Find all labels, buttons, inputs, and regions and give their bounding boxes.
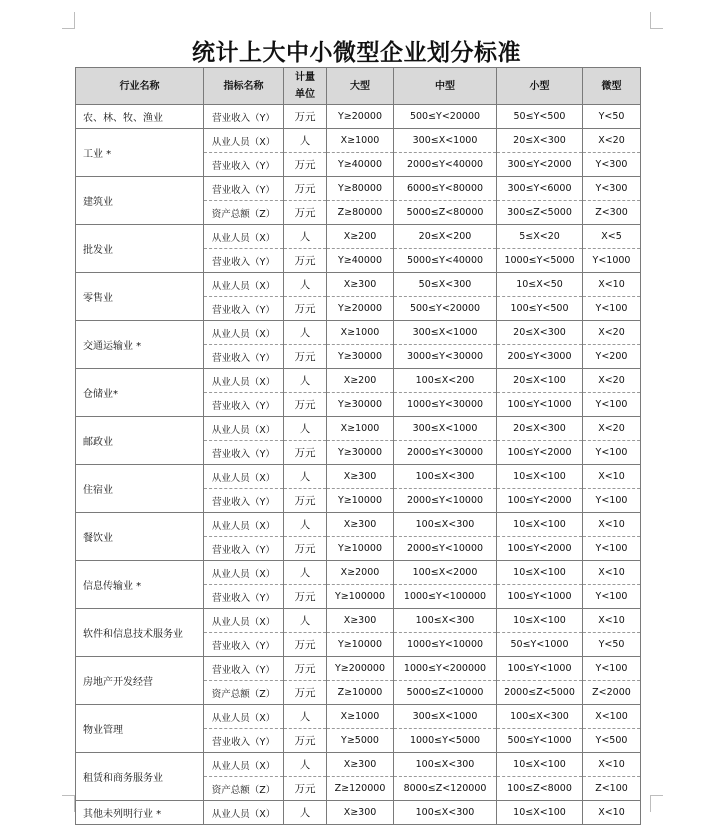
small-cell: 100≤Y<1000 (497, 657, 583, 681)
unit-cell: 万元 (284, 585, 327, 609)
large-cell: Y≥40000 (327, 249, 394, 273)
small-cell: 100≤Y<2000 (497, 537, 583, 561)
medium-cell: 1000≤Y<200000 (394, 657, 497, 681)
unit-cell: 万元 (284, 153, 327, 177)
small-cell: 10≤X<100 (497, 465, 583, 489)
indicator-cell: 营业收入（Y） (204, 633, 284, 657)
unit-cell: 人 (284, 417, 327, 441)
large-cell: Y≥200000 (327, 657, 394, 681)
table-body (76, 105, 641, 825)
medium-cell: 1000≤Y<100000 (394, 585, 497, 609)
indicator-cell: 从业人员（X） (204, 705, 284, 729)
large-cell: X≥2000 (327, 561, 394, 585)
small-cell: 20≤X<300 (497, 129, 583, 153)
large-cell: X≥1000 (327, 705, 394, 729)
unit-cell: 人 (284, 561, 327, 585)
large-cell: Y≥10000 (327, 489, 394, 513)
table-row (76, 657, 641, 681)
large-cell: Y≥10000 (327, 633, 394, 657)
table-row (76, 273, 641, 297)
micro-cell: Z<100 (583, 777, 641, 801)
medium-cell: 300≤X<1000 (394, 321, 497, 345)
medium-cell: 5000≤Z<80000 (394, 201, 497, 225)
micro-cell: Y<50 (583, 633, 641, 657)
micro-cell: X<10 (583, 753, 641, 777)
indicator-cell: 从业人员（X） (204, 513, 284, 537)
small-cell: 500≤Y<1000 (497, 729, 583, 753)
medium-cell: 50≤X<300 (394, 273, 497, 297)
unit-cell: 万元 (284, 777, 327, 801)
industry-name-cell: 邮政业 (76, 417, 204, 465)
small-cell: 20≤X<100 (497, 369, 583, 393)
medium-cell: 300≤X<1000 (394, 417, 497, 441)
industry-name-cell: 房地产开发经营 (76, 657, 204, 705)
table-row (76, 753, 641, 777)
header-micro: 微型 (583, 68, 641, 105)
indicator-cell: 从业人员（X） (204, 417, 284, 441)
micro-cell: Y<100 (583, 657, 641, 681)
unit-cell: 人 (284, 753, 327, 777)
header-large: 大型 (327, 68, 394, 105)
small-cell: 300≤Y<2000 (497, 153, 583, 177)
unit-cell: 万元 (284, 537, 327, 561)
medium-cell: 2000≤Y<10000 (394, 537, 497, 561)
medium-cell: 500≤Y<20000 (394, 105, 497, 129)
small-cell: 200≤Y<3000 (497, 345, 583, 369)
medium-cell: 3000≤Y<30000 (394, 345, 497, 369)
table-row (76, 417, 641, 441)
document-title: 统计上大中小微型企业划分标准 (192, 40, 521, 66)
industry-name-cell: 物业管理 (76, 705, 204, 753)
large-cell: Z≥80000 (327, 201, 394, 225)
indicator-cell: 从业人员（X） (204, 561, 284, 585)
unit-cell: 人 (284, 321, 327, 345)
large-cell: X≥1000 (327, 321, 394, 345)
indicator-cell: 从业人员（X） (204, 225, 284, 249)
micro-cell: X<5 (583, 225, 641, 249)
indicator-cell: 营业收入（Y） (204, 537, 284, 561)
small-cell: 300≤Y<6000 (497, 177, 583, 201)
indicator-cell: 资产总额（Z） (204, 681, 284, 705)
table-row (76, 105, 641, 129)
micro-cell: X<20 (583, 369, 641, 393)
large-cell: Z≥120000 (327, 777, 394, 801)
unit-cell: 人 (284, 705, 327, 729)
unit-cell: 人 (284, 225, 327, 249)
table-row (76, 705, 641, 729)
unit-cell: 人 (284, 273, 327, 297)
indicator-cell: 营业收入（Y） (204, 585, 284, 609)
indicator-cell: 从业人员（X） (204, 609, 284, 633)
small-cell: 10≤X<100 (497, 753, 583, 777)
table-row (76, 225, 641, 249)
micro-cell: Y<100 (583, 489, 641, 513)
industry-name-cell: 农、林、牧、渔业 (76, 105, 204, 129)
micro-cell: Y<300 (583, 177, 641, 201)
indicator-cell: 从业人员（X） (204, 369, 284, 393)
large-cell: Y≥80000 (327, 177, 394, 201)
medium-cell: 2000≤Y<30000 (394, 441, 497, 465)
large-cell: X≥300 (327, 801, 394, 825)
enterprise-size-table (75, 67, 641, 825)
small-cell: 100≤Y<2000 (497, 441, 583, 465)
medium-cell: 5000≤Y<40000 (394, 249, 497, 273)
micro-cell: X<10 (583, 561, 641, 585)
industry-name-cell: 建筑业 (76, 177, 204, 225)
small-cell: 100≤Y<1000 (497, 393, 583, 417)
medium-cell: 100≤X<2000 (394, 561, 497, 585)
large-cell: Z≥10000 (327, 681, 394, 705)
industry-name-cell: 交通运输业 * (76, 321, 204, 369)
page-corner-mark (650, 12, 663, 29)
medium-cell: 100≤X<300 (394, 609, 497, 633)
small-cell: 100≤Y<500 (497, 297, 583, 321)
table-row (76, 369, 641, 393)
table-row (76, 321, 641, 345)
micro-cell: X<20 (583, 417, 641, 441)
unit-cell: 万元 (284, 633, 327, 657)
header-unit-line2: 单位 (295, 89, 315, 100)
unit-cell: 万元 (284, 177, 327, 201)
indicator-cell: 从业人员（X） (204, 465, 284, 489)
large-cell: Y≥20000 (327, 105, 394, 129)
small-cell: 100≤X<300 (497, 705, 583, 729)
micro-cell: X<10 (583, 801, 641, 825)
medium-cell: 20≤X<200 (394, 225, 497, 249)
indicator-cell: 营业收入（Y） (204, 729, 284, 753)
header-unit-line1: 计量 (295, 72, 315, 83)
large-cell: X≥200 (327, 225, 394, 249)
medium-cell: 100≤X<200 (394, 369, 497, 393)
large-cell: Y≥30000 (327, 345, 394, 369)
unit-cell: 人 (284, 129, 327, 153)
unit-cell: 万元 (284, 729, 327, 753)
large-cell: X≥300 (327, 609, 394, 633)
table-row (76, 177, 641, 201)
indicator-cell: 营业收入（Y） (204, 177, 284, 201)
medium-cell: 100≤X<300 (394, 513, 497, 537)
small-cell: 1000≤Y<5000 (497, 249, 583, 273)
micro-cell: X<20 (583, 129, 641, 153)
indicator-cell: 营业收入（Y） (204, 393, 284, 417)
unit-cell: 人 (284, 465, 327, 489)
micro-cell: Y<500 (583, 729, 641, 753)
large-cell: Y≥20000 (327, 297, 394, 321)
table-row (76, 609, 641, 633)
industry-name-cell: 工业 * (76, 129, 204, 177)
medium-cell: 2000≤Y<10000 (394, 489, 497, 513)
industry-name-cell: 软件和信息技术服务业 (76, 609, 204, 657)
large-cell: X≥1000 (327, 129, 394, 153)
unit-cell: 万元 (284, 345, 327, 369)
table-row (76, 561, 641, 585)
indicator-cell: 从业人员（X） (204, 321, 284, 345)
micro-cell: X<100 (583, 705, 641, 729)
small-cell: 20≤X<300 (497, 321, 583, 345)
unit-cell: 万元 (284, 297, 327, 321)
micro-cell: Y<100 (583, 297, 641, 321)
small-cell: 300≤Z<5000 (497, 201, 583, 225)
indicator-cell: 资产总额（Z） (204, 777, 284, 801)
industry-name-cell: 仓储业* (76, 369, 204, 417)
medium-cell: 6000≤Y<80000 (394, 177, 497, 201)
small-cell: 5≤X<20 (497, 225, 583, 249)
small-cell: 50≤Y<1000 (497, 633, 583, 657)
micro-cell: X<10 (583, 465, 641, 489)
micro-cell: X<10 (583, 609, 641, 633)
small-cell: 10≤X<100 (497, 513, 583, 537)
industry-name-cell: 餐饮业 (76, 513, 204, 561)
industry-name-cell: 零售业 (76, 273, 204, 321)
indicator-cell: 从业人员（X） (204, 273, 284, 297)
micro-cell: Z<2000 (583, 681, 641, 705)
medium-cell: 300≤X<1000 (394, 705, 497, 729)
medium-cell: 1000≤Y<30000 (394, 393, 497, 417)
medium-cell: 300≤X<1000 (394, 129, 497, 153)
page-corner-mark (62, 12, 75, 29)
medium-cell: 500≤Y<20000 (394, 297, 497, 321)
medium-cell: 1000≤Y<10000 (394, 633, 497, 657)
page-corner-mark (650, 795, 663, 812)
micro-cell: X<10 (583, 273, 641, 297)
unit-cell: 万元 (284, 393, 327, 417)
indicator-cell: 营业收入（Y） (204, 345, 284, 369)
indicator-cell: 从业人员（X） (204, 129, 284, 153)
micro-cell: Y<100 (583, 585, 641, 609)
small-cell: 10≤X<50 (497, 273, 583, 297)
unit-cell: 万元 (284, 249, 327, 273)
large-cell: X≥300 (327, 465, 394, 489)
medium-cell: 8000≤Z<120000 (394, 777, 497, 801)
indicator-cell: 营业收入（Y） (204, 249, 284, 273)
small-cell: 10≤X<100 (497, 561, 583, 585)
large-cell: Y≥30000 (327, 441, 394, 465)
indicator-cell: 资产总额（Z） (204, 201, 284, 225)
micro-cell: Y<300 (583, 153, 641, 177)
industry-name-cell: 租赁和商务服务业 (76, 753, 204, 801)
large-cell: X≥300 (327, 273, 394, 297)
large-cell: X≥1000 (327, 417, 394, 441)
micro-cell: Y<1000 (583, 249, 641, 273)
page-corner-mark (62, 795, 75, 812)
indicator-cell: 从业人员（X） (204, 801, 284, 825)
unit-cell: 万元 (284, 657, 327, 681)
small-cell: 20≤X<300 (497, 417, 583, 441)
medium-cell: 100≤X<300 (394, 753, 497, 777)
large-cell: Y≥100000 (327, 585, 394, 609)
header-indicator: 指标名称 (204, 68, 284, 105)
header-small: 小型 (497, 68, 583, 105)
small-cell: 50≤Y<500 (497, 105, 583, 129)
small-cell: 100≤Y<1000 (497, 585, 583, 609)
table-header-row (76, 68, 641, 105)
table-row (76, 513, 641, 537)
indicator-cell: 营业收入（Y） (204, 657, 284, 681)
indicator-cell: 营业收入（Y） (204, 489, 284, 513)
unit-cell: 人 (284, 801, 327, 825)
small-cell: 10≤X<100 (497, 609, 583, 633)
unit-cell: 人 (284, 609, 327, 633)
micro-cell: Z<300 (583, 201, 641, 225)
indicator-cell: 营业收入（Y） (204, 441, 284, 465)
unit-cell: 万元 (284, 441, 327, 465)
industry-name-cell: 信息传输业 * (76, 561, 204, 609)
micro-cell: X<20 (583, 321, 641, 345)
industry-name-cell: 住宿业 (76, 465, 204, 513)
table-row (76, 465, 641, 489)
micro-cell: Y<100 (583, 537, 641, 561)
large-cell: X≥300 (327, 513, 394, 537)
industry-name-cell: 批发业 (76, 225, 204, 273)
micro-cell: Y<100 (583, 441, 641, 465)
table-row (76, 129, 641, 153)
small-cell: 100≤Z<8000 (497, 777, 583, 801)
unit-cell: 万元 (284, 105, 327, 129)
small-cell: 10≤X<100 (497, 801, 583, 825)
medium-cell: 2000≤Y<40000 (394, 153, 497, 177)
indicator-cell: 营业收入（Y） (204, 153, 284, 177)
medium-cell: 100≤X<300 (394, 465, 497, 489)
micro-cell: Y<100 (583, 393, 641, 417)
unit-cell: 人 (284, 513, 327, 537)
large-cell: Y≥10000 (327, 537, 394, 561)
industry-name-cell: 其他未列明行业 * (76, 801, 204, 825)
header-medium: 中型 (394, 68, 497, 105)
large-cell: Y≥5000 (327, 729, 394, 753)
unit-cell: 万元 (284, 681, 327, 705)
micro-cell: Y<200 (583, 345, 641, 369)
small-cell: 2000≤Z<5000 (497, 681, 583, 705)
indicator-cell: 营业收入（Y） (204, 297, 284, 321)
indicator-cell: 营业收入（Y） (204, 105, 284, 129)
medium-cell: 1000≤Y<5000 (394, 729, 497, 753)
unit-cell: 万元 (284, 489, 327, 513)
indicator-cell: 从业人员（X） (204, 753, 284, 777)
large-cell: X≥200 (327, 369, 394, 393)
micro-cell: Y<50 (583, 105, 641, 129)
small-cell: 100≤Y<2000 (497, 489, 583, 513)
medium-cell: 100≤X<300 (394, 801, 497, 825)
micro-cell: X<10 (583, 513, 641, 537)
header-industry: 行业名称 (76, 68, 204, 105)
unit-cell: 万元 (284, 201, 327, 225)
medium-cell: 5000≤Z<10000 (394, 681, 497, 705)
large-cell: Y≥30000 (327, 393, 394, 417)
header-unit (284, 68, 327, 105)
large-cell: X≥300 (327, 753, 394, 777)
large-cell: Y≥40000 (327, 153, 394, 177)
unit-cell: 人 (284, 369, 327, 393)
